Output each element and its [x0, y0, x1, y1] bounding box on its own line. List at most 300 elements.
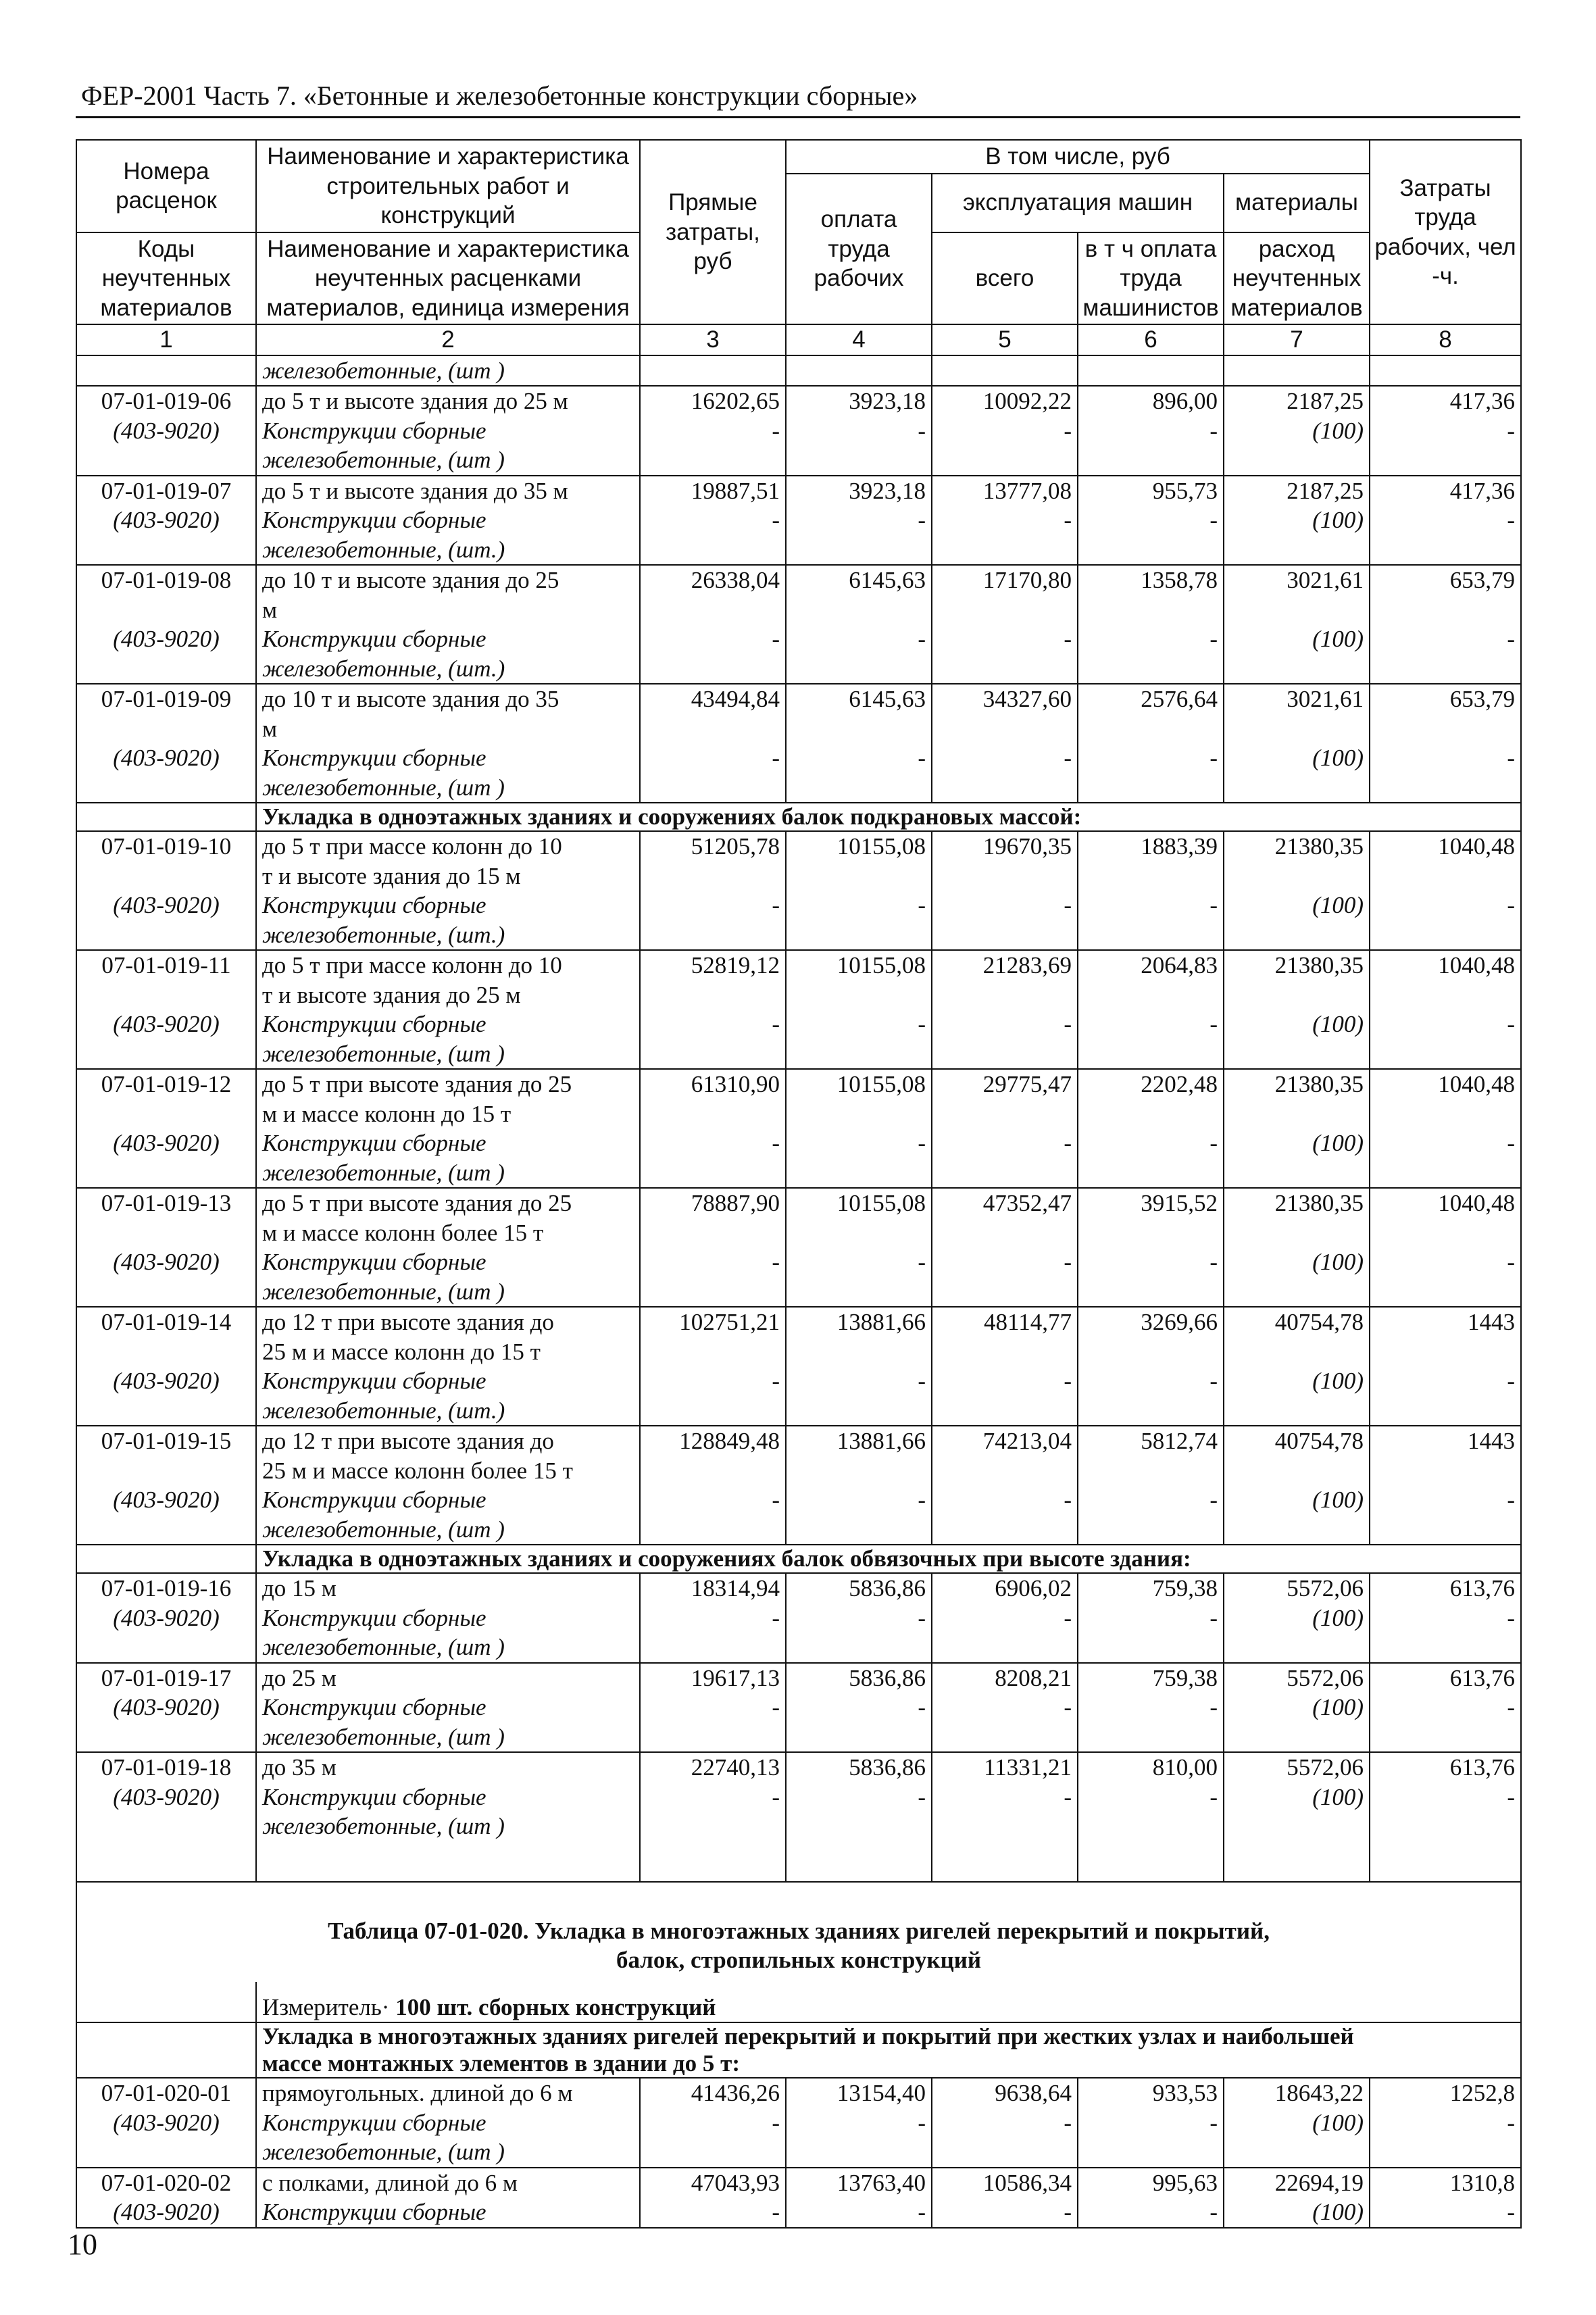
empty-cell [1370, 1722, 1521, 1753]
rate-code: 07-01-019-08 [76, 565, 256, 624]
value-labor: 5836,86 [786, 1752, 932, 1783]
dash-cell: - [932, 1693, 1078, 1722]
value-operators: 2064,83 [1078, 950, 1224, 1010]
value-labor: 6145,63 [786, 565, 932, 624]
empty-cell [640, 1158, 786, 1189]
empty-cell [76, 535, 256, 566]
value-operators: 955,73 [1078, 476, 1224, 506]
empty-cell [640, 1722, 786, 1753]
empty-cell [786, 1277, 932, 1308]
material-qty: (100) [1224, 1485, 1370, 1515]
rate-row [76, 1307, 1521, 1366]
header-labor-pay: оплата труда рабочих [786, 174, 932, 325]
value-machines: 48114,77 [932, 1307, 1078, 1366]
material-row [76, 1128, 1521, 1158]
empty-cell [640, 654, 786, 684]
empty-cell [640, 1277, 786, 1308]
table-title-row [76, 1882, 1521, 1982]
description-line: т и высоте здания до 25 м [262, 981, 521, 1008]
value-hours: 1040,48 [1370, 831, 1521, 891]
dash-cell: - [932, 2197, 1078, 2228]
dash-cell: - [640, 1366, 786, 1396]
material-unit: железобетонные, (шт.) [256, 920, 640, 951]
empty-cell [1224, 773, 1370, 803]
empty-cell [786, 535, 932, 566]
material-name: Конструкции сборные [256, 1693, 640, 1722]
rate-description [256, 1188, 640, 1247]
material-unit-row [76, 1633, 1521, 1663]
meter-text [256, 1982, 1521, 2023]
value-machines: 10092,22 [932, 386, 1078, 416]
material-qty: (100) [1224, 1366, 1370, 1396]
empty-cell [76, 920, 256, 951]
rate-code: 07-01-020-02 [76, 2168, 256, 2198]
dash-cell: - [640, 624, 786, 654]
rate-description [256, 1663, 640, 1693]
material-qty: (100) [1224, 1128, 1370, 1158]
empty-cell [1370, 1515, 1521, 1545]
meter-label: Измеритель· [262, 1993, 390, 2020]
rates-table [76, 139, 1522, 2229]
table-title [76, 1882, 1521, 1982]
material-code: (403-9020) [76, 1693, 256, 1722]
description-line: до 12 т при высоте здания до [262, 1428, 554, 1454]
material-unit-row [76, 1722, 1521, 1753]
value-labor: 13763,40 [786, 2168, 932, 2198]
rate-description [256, 2078, 640, 2108]
description-line: до 35 м [262, 1754, 336, 1781]
value-operators: 2576,64 [1078, 684, 1224, 743]
material-unit: железобетонные, (шт ) [256, 445, 640, 476]
section-tie-beams [76, 1545, 1521, 1573]
material-code: (403-9020) [76, 1783, 256, 1812]
empty-cell [1224, 1841, 1370, 1882]
rate-row [76, 831, 1521, 891]
value-hours: 1040,48 [1370, 1069, 1521, 1128]
dash-cell: - [1370, 1247, 1521, 1277]
material-code: (403-9020) [76, 2197, 256, 2228]
empty-cell [1078, 1158, 1224, 1189]
empty-cell [1224, 535, 1370, 566]
dash-cell: - [1370, 624, 1521, 654]
empty-cell [1224, 1812, 1370, 1841]
empty-cell [786, 445, 932, 476]
column-number: 5 [932, 324, 1078, 355]
rate-row [76, 684, 1521, 743]
value-operators: 3915,52 [1078, 1188, 1224, 1247]
empty-cell [1224, 2137, 1370, 2168]
value-hours: 417,36 [1370, 476, 1521, 506]
material-qty: (100) [1224, 2197, 1370, 2228]
dash-cell: - [786, 624, 932, 654]
material-unit: железобетонные, (шт.) [256, 654, 640, 684]
material-unit: железобетонные, (шт ) [256, 1277, 640, 1308]
material-unit-row [76, 535, 1521, 566]
section-heading [256, 2022, 1521, 2078]
material-unit-row [76, 1158, 1521, 1189]
empty-cell [932, 773, 1078, 803]
dash-cell: - [1370, 416, 1521, 446]
dash-cell: - [786, 1010, 932, 1039]
dash-cell: - [1370, 1366, 1521, 1396]
dash-cell: - [640, 2108, 786, 2138]
material-code: (403-9020) [76, 416, 256, 446]
value-direct: 78887,90 [640, 1188, 786, 1247]
rate-code: 07-01-019-17 [76, 1663, 256, 1693]
meter-value: 100 шт. сборных конструкций [395, 1993, 716, 2020]
empty-cell [1370, 1277, 1521, 1308]
empty-cell [640, 2137, 786, 2168]
empty-cell [1370, 1633, 1521, 1663]
empty-cell [1078, 1039, 1224, 1070]
description-line: до 5 т при массе колонн до 10 [262, 833, 562, 860]
material-name: Конструкции сборные [256, 624, 640, 654]
dash-cell: - [1078, 1783, 1224, 1812]
empty-cell [640, 1396, 786, 1426]
dash-cell: - [1370, 1010, 1521, 1039]
material-row [76, 1693, 1521, 1722]
dash-cell: - [640, 1247, 786, 1277]
description-line: м [262, 715, 278, 742]
description-line: до 5 т при высоте здания до 25 [262, 1071, 572, 1097]
description-line: м и массе колонн до 15 т [262, 1100, 512, 1127]
value-materials: 40754,78 [1224, 1307, 1370, 1366]
empty-cell [1370, 1396, 1521, 1426]
rate-row [76, 1188, 1521, 1247]
value-materials: 21380,35 [1224, 950, 1370, 1010]
dash-cell: - [1370, 1783, 1521, 1812]
rate-description [256, 1426, 640, 1485]
dash-cell: - [932, 1366, 1078, 1396]
material-row [76, 416, 1521, 446]
dash-cell: - [1078, 1010, 1224, 1039]
value-direct: 52819,12 [640, 950, 786, 1010]
description-line: м и массе колонн более 15 т [262, 1219, 544, 1246]
value-operators: 995,63 [1078, 2168, 1224, 2198]
empty-cell [932, 1396, 1078, 1426]
material-unit: железобетонные, (шт ) [256, 1722, 640, 1753]
dash-cell: - [786, 505, 932, 535]
dash-cell: - [1370, 1485, 1521, 1515]
empty-cell [786, 1633, 932, 1663]
empty-cell [932, 1633, 1078, 1663]
dash-cell: - [786, 1603, 932, 1633]
dash-cell: - [640, 1010, 786, 1039]
dash-cell: - [1370, 1693, 1521, 1722]
dash-cell: - [640, 1783, 786, 1812]
value-operators: 1883,39 [1078, 831, 1224, 891]
rate-row [76, 1069, 1521, 1128]
rate-description [256, 476, 640, 506]
empty-cell [1078, 1812, 1224, 1841]
column-number: 2 [256, 324, 640, 355]
value-materials: 5572,06 [1224, 1573, 1370, 1603]
value-direct: 47043,93 [640, 2168, 786, 2198]
dash-cell: - [1078, 505, 1224, 535]
description-line: до 5 т и высоте здания до 35 м [262, 477, 568, 504]
empty-cell [1078, 1396, 1224, 1426]
value-materials: 22694,19 [1224, 2168, 1370, 2198]
value-materials: 40754,78 [1224, 1426, 1370, 1485]
empty-cell [1370, 1039, 1521, 1070]
empty-cell [786, 1515, 932, 1545]
rate-code: 07-01-019-07 [76, 476, 256, 506]
material-unit-row [76, 920, 1521, 951]
description-line: до 25 м [262, 1664, 336, 1691]
rate-description [256, 1573, 640, 1603]
dash-cell: - [786, 1693, 932, 1722]
column-number: 3 [640, 324, 786, 355]
material-name: Конструкции сборные [256, 1247, 640, 1277]
value-hours: 417,36 [1370, 386, 1521, 416]
value-materials: 21380,35 [1224, 1188, 1370, 1247]
material-code: (403-9020) [76, 505, 256, 535]
value-machines: 10586,34 [932, 2168, 1078, 2198]
value-direct: 41436,26 [640, 2078, 786, 2108]
empty-cell [76, 1812, 256, 1841]
value-hours: 1443 [1370, 1426, 1521, 1485]
material-qty: (100) [1224, 891, 1370, 920]
value-labor: 3923,18 [786, 476, 932, 506]
empty-cell [786, 920, 932, 951]
empty-cell [76, 445, 256, 476]
dash-cell: - [1370, 1603, 1521, 1633]
material-unit: железобетонные, (шт.) [256, 1396, 640, 1426]
material-code: (403-9020) [76, 743, 256, 773]
empty-cell [256, 1841, 640, 1882]
material-name: Конструкции сборные [256, 505, 640, 535]
dash-cell: - [1078, 1603, 1224, 1633]
rate-description [256, 684, 640, 743]
value-operators: 1358,78 [1078, 565, 1224, 624]
material-name: Конструкции сборные [256, 1485, 640, 1515]
value-machines: 34327,60 [932, 684, 1078, 743]
empty-cell [1078, 773, 1224, 803]
dash-cell: - [1078, 743, 1224, 773]
material-qty: (100) [1224, 1010, 1370, 1039]
value-machines: 8208,21 [932, 1663, 1078, 1693]
dash-cell: - [786, 891, 932, 920]
empty-cell [1078, 445, 1224, 476]
table-title-line: балок, стропильных конструкций [616, 1947, 982, 1973]
value-labor: 10155,08 [786, 831, 932, 891]
dash-cell: - [640, 1485, 786, 1515]
dash-cell: - [786, 743, 932, 773]
column-number: 7 [1224, 324, 1370, 355]
dash-cell: - [640, 1128, 786, 1158]
material-unit: железобетонные, (шт ) [256, 1515, 640, 1545]
dash-cell: - [932, 1128, 1078, 1158]
value-labor: 10155,08 [786, 950, 932, 1010]
empty-cell [1078, 535, 1224, 566]
material-unit-row [76, 773, 1521, 803]
rate-description [256, 831, 640, 891]
material-row [76, 1010, 1521, 1039]
empty-cell [76, 654, 256, 684]
column-numbers-row [76, 324, 1521, 355]
empty-cell [932, 445, 1078, 476]
empty-cell [932, 535, 1078, 566]
empty-cell [1224, 1158, 1370, 1189]
rate-code: 07-01-019-13 [76, 1188, 256, 1247]
material-code: (403-9020) [76, 1247, 256, 1277]
description-line: 25 м и массе колонн более 15 т [262, 1457, 573, 1484]
value-hours: 613,76 [1370, 1752, 1521, 1783]
value-hours: 653,79 [1370, 684, 1521, 743]
empty-cell [786, 773, 932, 803]
value-materials: 2187,25 [1224, 386, 1370, 416]
empty-cell [1224, 654, 1370, 684]
rate-description [256, 950, 640, 1010]
material-name: Конструкции сборные [256, 743, 640, 773]
value-materials: 18643,22 [1224, 2078, 1370, 2108]
value-direct: 102751,21 [640, 1307, 786, 1366]
empty-cell [76, 1515, 256, 1545]
value-hours: 1040,48 [1370, 1188, 1521, 1247]
carryover-text: железобетонные, (шт ) [256, 355, 640, 387]
dash-cell: - [786, 2108, 932, 2138]
rate-description [256, 2168, 640, 2198]
dash-cell: - [640, 2197, 786, 2228]
material-code: (403-9020) [76, 1366, 256, 1396]
rate-code: 07-01-019-16 [76, 1573, 256, 1603]
dash-cell: - [1078, 2108, 1224, 2138]
material-code: (403-9020) [76, 1128, 256, 1158]
material-unit: железобетонные, (шт ) [256, 2137, 640, 2168]
material-unit-row [76, 445, 1521, 476]
material-row [76, 743, 1521, 773]
empty-cell [1224, 1039, 1370, 1070]
material-code: (403-9020) [76, 1603, 256, 1633]
value-materials: 21380,35 [1224, 831, 1370, 891]
empty-cell [932, 1841, 1078, 1882]
value-machines: 19670,35 [932, 831, 1078, 891]
empty-cell [932, 654, 1078, 684]
section-heading: Укладка в одноэтажных зданиях и сооружениях балок обвязочных при высоте здания: [256, 1545, 1521, 1573]
dash-cell: - [1078, 2197, 1224, 2228]
material-qty: (100) [1224, 1603, 1370, 1633]
value-hours: 613,76 [1370, 1573, 1521, 1603]
dash-cell: - [640, 743, 786, 773]
rate-row [76, 1426, 1521, 1485]
value-labor: 6145,63 [786, 684, 932, 743]
material-code: (403-9020) [76, 2108, 256, 2138]
empty-cell [640, 445, 786, 476]
rate-code: 07-01-019-14 [76, 1307, 256, 1366]
empty-cell [932, 1158, 1078, 1189]
material-unit: железобетонные, (шт ) [256, 1812, 640, 1841]
material-code: (403-9020) [76, 1010, 256, 1039]
value-direct: 51205,78 [640, 831, 786, 891]
dash-cell: - [640, 505, 786, 535]
empty-cell [786, 1158, 932, 1189]
header-unaccounted-materials: расход неучтенных материалов [1224, 232, 1370, 325]
material-unit-row [76, 654, 1521, 684]
value-operators: 810,00 [1078, 1752, 1224, 1783]
dash-cell: - [932, 624, 1078, 654]
description-line: т и высоте здания до 15 м [262, 862, 521, 889]
value-machines: 13777,08 [932, 476, 1078, 506]
rate-code: 07-01-019-09 [76, 684, 256, 743]
dash-cell: - [1370, 505, 1521, 535]
empty-cell [1370, 2137, 1521, 2168]
material-row [76, 505, 1521, 535]
rate-code: 07-01-019-12 [76, 1069, 256, 1128]
rate-row [76, 2078, 1521, 2108]
empty-cell [1224, 1277, 1370, 1308]
empty-cell [932, 2137, 1078, 2168]
section-crane-beams [76, 803, 1521, 831]
value-machines: 74213,04 [932, 1426, 1078, 1485]
value-operators: 2202,48 [1078, 1069, 1224, 1128]
value-operators: 759,38 [1078, 1663, 1224, 1693]
empty-cell [786, 1722, 932, 1753]
material-code: (403-9020) [76, 891, 256, 920]
empty-cell [932, 920, 1078, 951]
material-unit-row [76, 2137, 1521, 2168]
value-labor: 10155,08 [786, 1069, 932, 1128]
description-line: до 10 т и высоте здания до 25 [262, 567, 559, 593]
empty-cell [1078, 1722, 1224, 1753]
dash-cell: - [932, 505, 1078, 535]
empty-cell [640, 1633, 786, 1663]
header-direct-costs: Прямые затраты, руб [640, 140, 786, 324]
material-row [76, 1485, 1521, 1515]
section-heading-line: Укладка в многоэтажных зданиях ригелей перекрытий и покрытий при жестких узлах и наибольшей [262, 2023, 1354, 2049]
value-operators: 896,00 [1078, 386, 1224, 416]
empty-cell [932, 1277, 1078, 1308]
empty-cell [1078, 1633, 1224, 1663]
value-hours: 613,76 [1370, 1663, 1521, 1693]
material-qty: (100) [1224, 624, 1370, 654]
rate-row [76, 1663, 1521, 1693]
running-header: ФЕР-2001 Часть 7. «Бетонные и железобетонные конструкции сборные» [81, 80, 918, 111]
value-materials: 2187,25 [1224, 476, 1370, 506]
material-unit-row [76, 1039, 1521, 1070]
material-unit: железобетонные, (шт ) [256, 1158, 640, 1189]
material-code: (403-9020) [76, 1485, 256, 1515]
dash-cell: - [1370, 891, 1521, 920]
page-number: 10 [68, 2228, 97, 2261]
empty-cell [1370, 445, 1521, 476]
rate-row [76, 386, 1521, 416]
rate-description [256, 1307, 640, 1366]
value-labor: 13154,40 [786, 2078, 932, 2108]
value-labor: 13881,66 [786, 1426, 932, 1485]
header-work-name: Наименование и характеристика строительных работ и конструкций [256, 140, 640, 232]
value-materials: 3021,61 [1224, 684, 1370, 743]
section-heading: Укладка в одноэтажных зданиях и сооружениях балок подкрановых массой: [256, 803, 1521, 831]
empty-cell [786, 654, 932, 684]
value-direct: 19617,13 [640, 1663, 786, 1693]
empty-cell [640, 920, 786, 951]
empty-cell [1224, 920, 1370, 951]
material-name: Конструкции сборные [256, 2108, 640, 2138]
dash-cell: - [932, 1247, 1078, 1277]
rate-code: 07-01-019-06 [76, 386, 256, 416]
empty-cell [1078, 1515, 1224, 1545]
empty-cell [640, 535, 786, 566]
description-line: прямоугольных. длиной до 6 м [262, 2080, 573, 2106]
header-rule [76, 116, 1520, 118]
value-operators: 759,38 [1078, 1573, 1224, 1603]
material-unit: железобетонные, (шт ) [256, 1039, 640, 1070]
empty-cell [786, 1812, 932, 1841]
header-machine-operators-pay: в т ч оплата труда машинистов [1078, 232, 1224, 325]
dash-cell: - [1078, 1128, 1224, 1158]
dash-cell: - [640, 891, 786, 920]
dash-cell: - [786, 1247, 932, 1277]
